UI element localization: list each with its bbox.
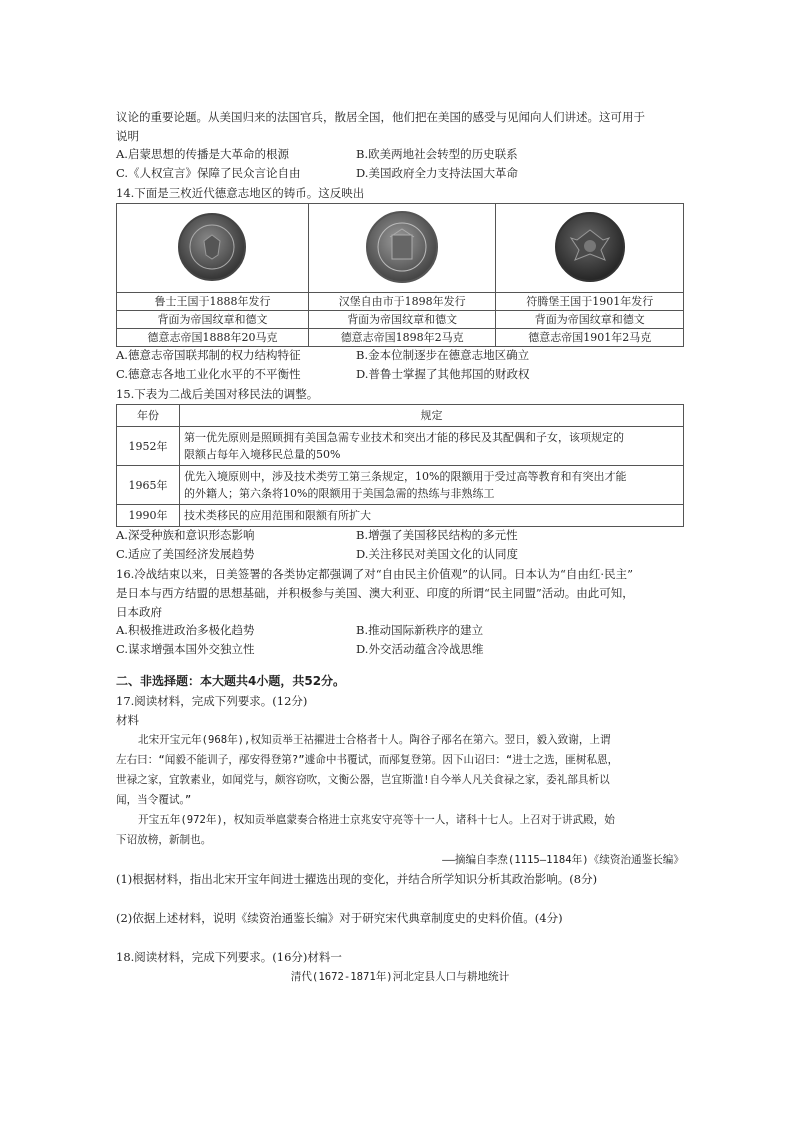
material-line: 北宋开宝元年(968年),权知贡举王祜擢进士合格者十人。陶谷子邴名在第六。翌日，毅入致谢，上谓: [138, 734, 611, 746]
material-source: ——摘编自李焘(1115—1184年)《续资治通鉴长编》: [442, 854, 684, 866]
q17-subquestion-2: (2)依据上述材料，说明《续资治通鉴长编》对于研究宋代典章制度史的史料价值。(4分): [116, 911, 563, 925]
q13-options-row2: [116, 165, 684, 184]
q16-options-row1: [116, 622, 684, 641]
q16-option-c[interactable]: C.谋求增强本国外交独立性: [116, 642, 255, 656]
q14-option-d[interactable]: D.普鲁士掌握了其他邦国的财政权: [356, 367, 530, 381]
q13-option-c[interactable]: C.《人权宣言》保障了民众言论自由: [116, 166, 301, 180]
rule-line: 的外籍人；第六条将10%的限额用于美国急需的热练与非熟练工: [184, 487, 495, 500]
row-rule: [180, 466, 684, 505]
material-line: 闻，当令覆试。”: [116, 794, 192, 806]
q13-option-a[interactable]: A.启蒙思想的传播是大革命的根源: [116, 147, 289, 161]
q14-option-b[interactable]: B.金本位制逐步在德意志地区确立: [356, 348, 530, 362]
text-line: 说明: [116, 129, 139, 143]
row-rule: [180, 427, 684, 466]
coin-text-3: 德意志帝国1901年2马克: [496, 329, 684, 347]
coin-cell: [308, 204, 496, 293]
q15-stem: 15.下表为二战后美国对移民法的调整。: [116, 387, 319, 401]
text-line: 议论的重要论题。从美国归来的法国官兵，散居全国，他们把在美国的感受与见闻向人们讲述。这可用于: [116, 110, 645, 124]
q16-options-row2: [116, 641, 684, 660]
text-line: 日本政府: [116, 605, 162, 619]
q16-option-d[interactable]: D.外交活动蕴含冷战思维: [356, 642, 484, 656]
q18-stem: 18.阅读材料，完成下列要求。(16分)材料一: [116, 950, 342, 964]
q15-options-row1: [116, 527, 684, 546]
text-line: 是日本与西方结盟的思想基础，并积极参与美国、澳大利亚、印度的所谓“民主同盟”活动。由此可知，: [116, 586, 634, 600]
q13-option-d[interactable]: D.美国政府全力支持法国大革命: [356, 166, 518, 180]
row-rule: [180, 505, 684, 527]
coin-issuer-1: 鲁士王国于1888年发行: [117, 293, 309, 311]
material-line: 世禄之家，宜敦素业，如闻党与，颇容窃吹，文衡公器，岂宜斯滥!自今举人凡关食禄之家，委礼部具析以: [116, 774, 610, 786]
immigration-law-table: [116, 404, 684, 527]
rule-line: 技术类移民的应用范围和限额有所扩大: [184, 509, 371, 522]
q16-option-b[interactable]: B.推动国际新秩序的建立: [356, 623, 484, 637]
q17-material: [116, 730, 684, 870]
q14-options-row1: [116, 347, 684, 366]
material-line: 左右曰：“闻毅不能训子，邴安得登第?”遽命中书覆试，而邴复登第。因下山诏曰：“进士之选，匪树私恩，: [116, 754, 619, 766]
material-line: 开宝五年(972年)，权知贡举扈蒙奏合格进士京兆安守亮等十一人，诸科十七人。上召对于讲武殿，始: [138, 814, 615, 826]
coins-table: [116, 203, 684, 347]
q14-options-row2: [116, 366, 684, 385]
coin-back-1: 背面为帝国纹章和德文: [117, 311, 309, 329]
coin-cell: [117, 204, 309, 293]
q15-option-a[interactable]: A.深受种族和意识形态影响: [116, 528, 255, 542]
q13-option-b[interactable]: B.欧美两地社会转型的历史联系: [356, 147, 518, 161]
coin-issuer-2: 汉堡自由市于1898年发行: [308, 293, 496, 311]
prussia-coin-image: [178, 213, 246, 281]
coin-issuer-3: 符腾堡王国于1901年发行: [496, 293, 684, 311]
row-year: 1952年: [117, 427, 180, 466]
coin-back-2: 背面为帝国纹章和德文: [308, 311, 496, 329]
q15-option-c[interactable]: C.适应了美国经济发展趋势: [116, 547, 255, 561]
coin-text-2: 德意志帝国1898年2马克: [308, 329, 496, 347]
section-heading: 二、非选择题：本大题共4小题，共52分。: [116, 674, 346, 688]
q18-table-title: 清代(1672-1871年)河北定县人口与耕地统计: [290, 971, 510, 983]
coin-text-1: 德意志帝国1888年20马克: [117, 329, 309, 347]
coin-back-3: 背面为帝国纹章和德文: [496, 311, 684, 329]
q14-option-c[interactable]: C.德意志各地工业化水平的不平衡性: [116, 367, 301, 381]
row-year: 1965年: [117, 466, 180, 505]
rule-line: 优先入境原则中，涉及技术类劳工第三条规定，10%的限额用于受过高等教育和有突出才能: [184, 470, 627, 483]
q15-option-d[interactable]: D.关注移民对美国文化的认同度: [356, 547, 518, 561]
q15-option-b[interactable]: B.增强了美国移民结构的多元性: [356, 528, 518, 542]
rule-line: 第一优先原则是照顾拥有美国急需专业技术和突出才能的移民及其配偶和子女，该项规定的: [184, 431, 624, 444]
q16-option-a[interactable]: A.积极推进政治多极化趋势: [116, 623, 255, 637]
q14-option-a[interactable]: A.德意志帝国联邦制的权力结构特征: [116, 348, 301, 362]
q13-options-row1: [116, 146, 684, 165]
hamburg-coin-image: [366, 211, 438, 283]
material-label: 材料: [116, 713, 139, 727]
q17-subquestion-1: (1)根据材料，指出北宋开宝年间进士擢选出现的变化，并结合所学知识分析其政治影响。(8分): [116, 872, 598, 886]
material-line: 下诏放榜，新制也。: [116, 834, 212, 846]
q16-stem: [116, 565, 684, 622]
q13-stem: [116, 108, 684, 146]
rule-line: 限额占每年入境移民总量的50%: [184, 448, 341, 461]
wurttemberg-coin-image: [555, 212, 625, 282]
q14-stem: 14.下面是三枚近代德意志地区的铸币。这反映出: [116, 186, 365, 200]
row-year: 1990年: [117, 505, 180, 527]
q17-stem: 17.阅读材料，完成下列要求。(12分): [116, 694, 308, 708]
coin-cell: [496, 204, 684, 293]
q15-options-row2: [116, 546, 684, 565]
header-year: 年份: [117, 405, 180, 427]
header-rule: 规定: [180, 405, 684, 427]
exam-page: [116, 108, 684, 987]
text-line: 16.冷战结束以来，日美签署的各类协定都强调了对“自由民主价值观”的认同。日本认为“自由红·民主”: [116, 567, 633, 581]
